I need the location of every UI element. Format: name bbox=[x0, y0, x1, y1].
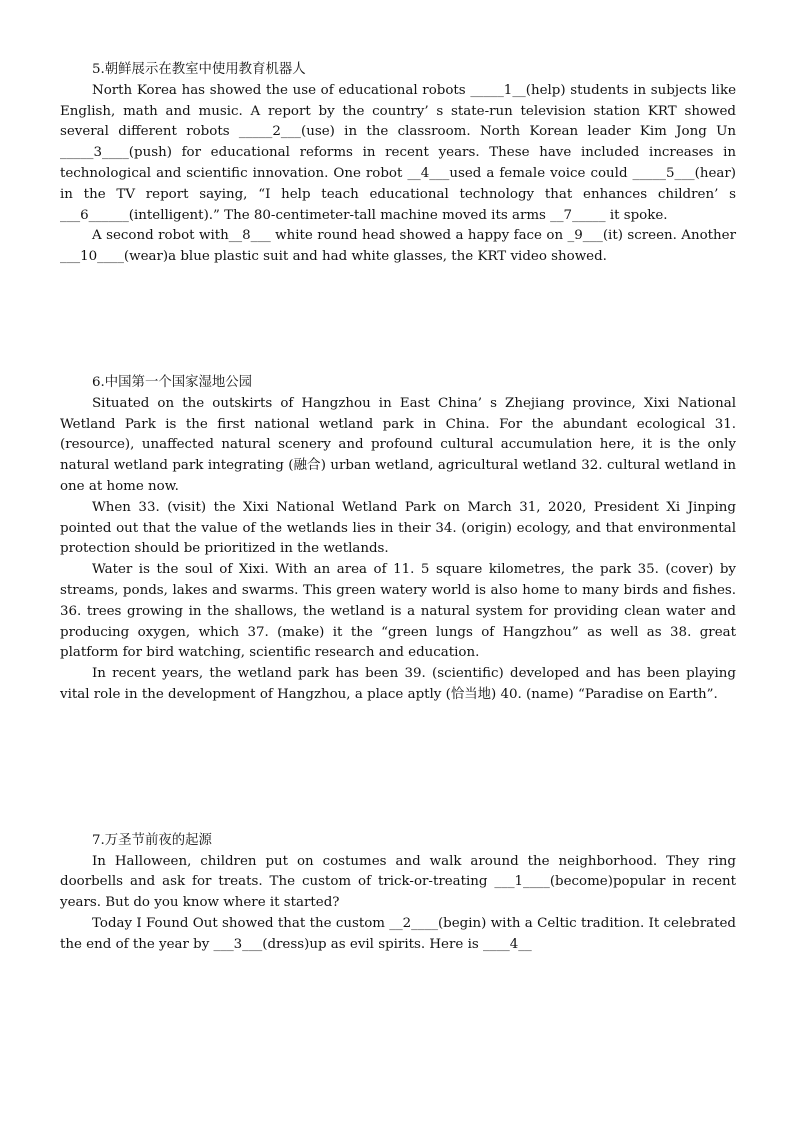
section-6 bbox=[60, 373, 736, 706]
section-5-paragraph-1: North Korea has showed the use of educational robots _____1__(help) students in subjects like English, math and music. A report by the country’ s state-run television station KRT showed several different robots _____2___(use) in the classroom. North Korean leader Kim Jong Un _____3____(push) for educational reforms in recent years. These have included increases in technological and scientific innovation. One robot __4___used a female voice could _____5___(hear) in the TV report saying, “I help teach educational technology that enhances children’ s ___6______(intelligent).” The 80-centimeter-tall machine moved its arms __7_____ it spoke. bbox=[60, 82, 736, 223]
section-6-paragraph-1: Situated on the outskirts of Hangzhou in East China’ s Zhejiang province, Xixi National Wetland Park is the first national wetland park in China. For the abundant ecological 31. (resource), unaffected natural scenery and profound cultural accumulation here, it is the only natural wetland park integrating (融合) urban wetland, agricultural wetland 32. cultural wetland in one at home now. bbox=[60, 395, 736, 494]
worksheet-page bbox=[60, 60, 736, 956]
spacer bbox=[60, 706, 736, 831]
section-7-paragraph-2: Today I Found Out showed that the custom __2____(begin) with a Celtic tradition. It celebrated the end of the year by ___3___(dress)up as evil spirits. Here is ____4__ bbox=[60, 915, 736, 952]
section-6-paragraph-4: In recent years, the wetland park has been 39. (scientific) developed and has been playing vital role in the development of Hangzhou, a place aptly (恰当地) 40. (name) “Paradise on Earth”. bbox=[60, 666, 736, 702]
section-6-paragraph-3: Water is the soul of Xixi. With an area of 11. 5 square kilometres, the park 35. (cover) by streams, ponds, lakes and swarms. This green watery world is also home to many birds and fishes. 36. trees growing in the shallows, the wetland is a natural system for providing clean water and producing oxygen, which 37. (make) it the “green lungs of Hangzhou” as well as 38. great platform for bird watching, scientific research and education. bbox=[60, 562, 736, 661]
section-5 bbox=[60, 60, 736, 268]
spacer bbox=[60, 268, 736, 373]
section-6-title: 6.中国第一个国家湿地公园 bbox=[92, 374, 253, 390]
section-6-paragraph-2: When 33. (visit) the Xixi National Wetland Park on March 31, 2020, President Xi Jinping pointed out that the value of the wetlands lies in their 34. (origin) ecology, and that environmental protection should be prioritized in the wetlands. bbox=[60, 499, 736, 557]
section-7-paragraph-1: In Halloween, children put on costumes and walk around the neighborhood. They ring doorbells and ask for treats. The custom of trick-or-treating ___1____(become)popular in recent years. But do you know where it started? bbox=[60, 853, 736, 911]
section-7 bbox=[60, 831, 736, 956]
section-5-paragraph-2: A second robot with__8___ white round head showed a happy face on _9___(it) screen. Another ___10____(wear)a blue plastic suit and had white glasses, the KRT video showed. bbox=[60, 228, 736, 265]
section-5-title: 5.朝鲜展示在教室中使用教育机器人 bbox=[92, 62, 306, 77]
section-7-title: 7.万圣节前夜的起源 bbox=[92, 832, 212, 848]
